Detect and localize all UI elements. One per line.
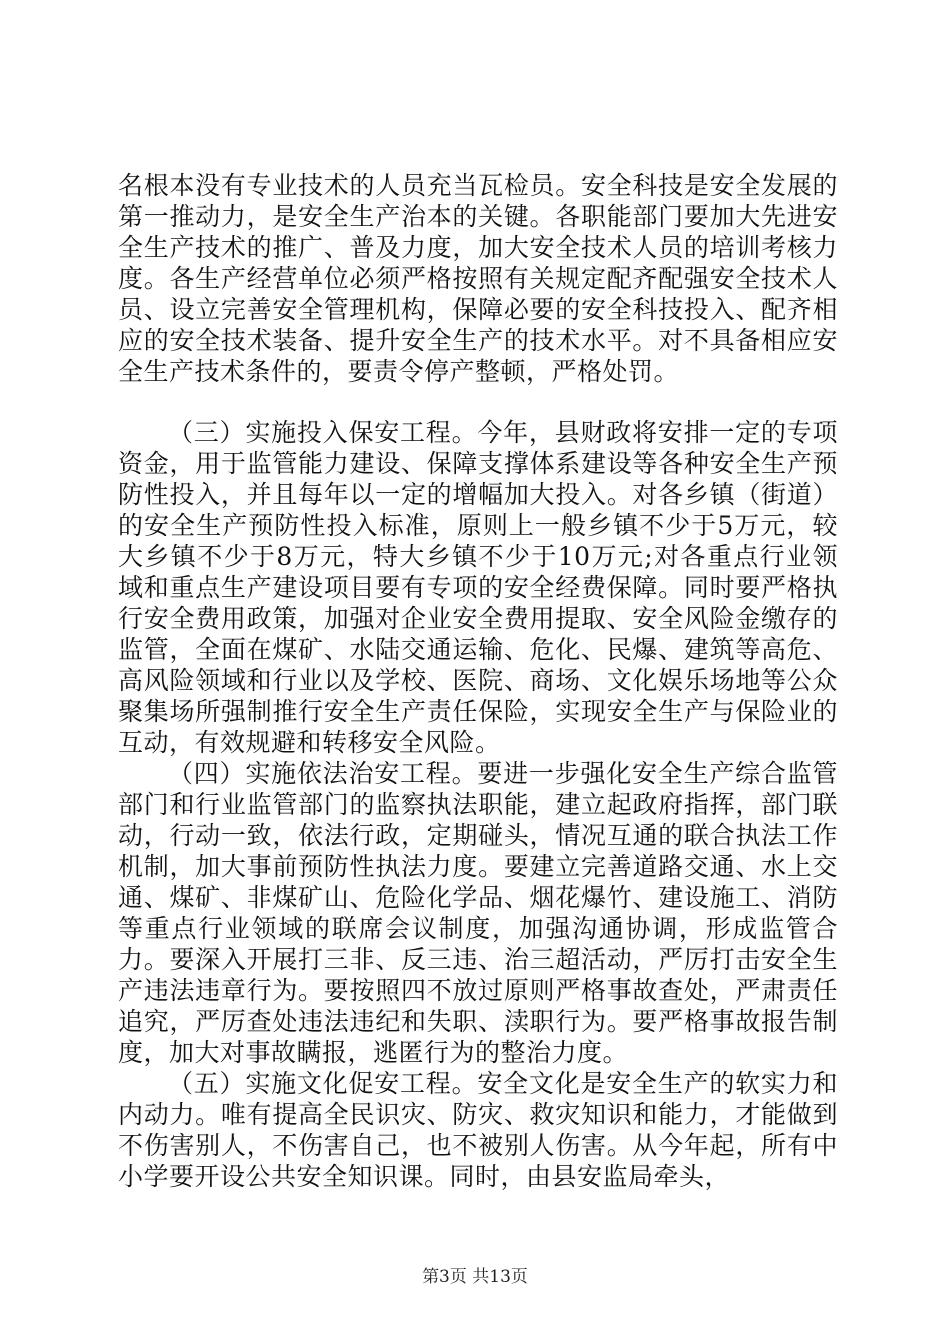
paragraph-section-5: （五）实施文化促安工程。安全文化是安全生产的软实力和内动力。唯有提高全民识灾、防灾、救灾知识和能力，才能做到不伤害别人，不伤害自己，也不被别人伤害。从今年起，所有中小学要开设公共安全知识课。同时，由县安监局牵头， bbox=[118, 1069, 838, 1191]
paragraph-continued: 名根本没有专业技术的人员充当瓦检员。安全科技是安全发展的第一推动力，是安全生产治本的关键。各职能部门要加大先进安全生产技术的推广、普及力度，加大安全技术人员的培训考核力度。各生产经营单位必须严格按照有关规定配齐配强安全技术人员、设立完善安全管理机构，保障必要的安全科技投入、配齐相应的安全技术装备、提升安全生产的技术水平。对不具备相应安全生产技术条件的，要责令停产整顿，严格处罚。 bbox=[118, 171, 838, 386]
text-block-main bbox=[118, 417, 838, 1192]
paragraph-section-3: （三）实施投入保安工程。今年，县财政将安排一定的专项资金，用于监管能力建设、保障支撑体系建设等各种安全生产预防性投入，并且每年以一定的增幅加大投入。对各乡镇（街道）的安全生产预防性投入标准，原则上一般乡镇不少于5万元，较大乡镇不少于8万元，特大乡镇不少于10万元;对各重点行业领域和重点生产建设项目要有专项的安全经费保障。同时要严格执行安全费用政策，加强对企业安全费用提取、安全风险金缴存的监管，全面在煤矿、水陆交通运输、危化、民爆、建筑等高危、高风险领域和行业以及学校、医院、商场、文化娱乐场地等公众聚集场所强制推行安全生产责任保险，实现安全生产与保险业的互动，有效规避和转移安全风险。 bbox=[118, 418, 838, 757]
page-footer: 第3页 共13页 bbox=[422, 1267, 528, 1287]
paragraph-section-4: （四）实施依法治安工程。要进一步强化安全生产综合监管部门和行业监管部门的监察执法职能，建立起政府指挥，部门联动，行动一致，依法行政，定期碰头，情况互通的联合执法工作机制，加大事前预防性执法力度。要建立完善道路交通、水上交通、煤矿、非煤矿山、危险化学品、烟花爆竹、建设施工、消防等重点行业领域的联席会议制度，加强沟通协调，形成监管合力。要深入开展打三非、反三违、治三超活动，严厉打击安全生产违法违章行为。要按照四不放过原则严格事故查处，严肃责任追究，严厉查处违法违纪和失职、渎职行为。要严格事故报告制度，加大对事故瞒报，逃匿行为的整治力度。 bbox=[118, 759, 838, 1067]
text-block-continued bbox=[118, 170, 838, 387]
